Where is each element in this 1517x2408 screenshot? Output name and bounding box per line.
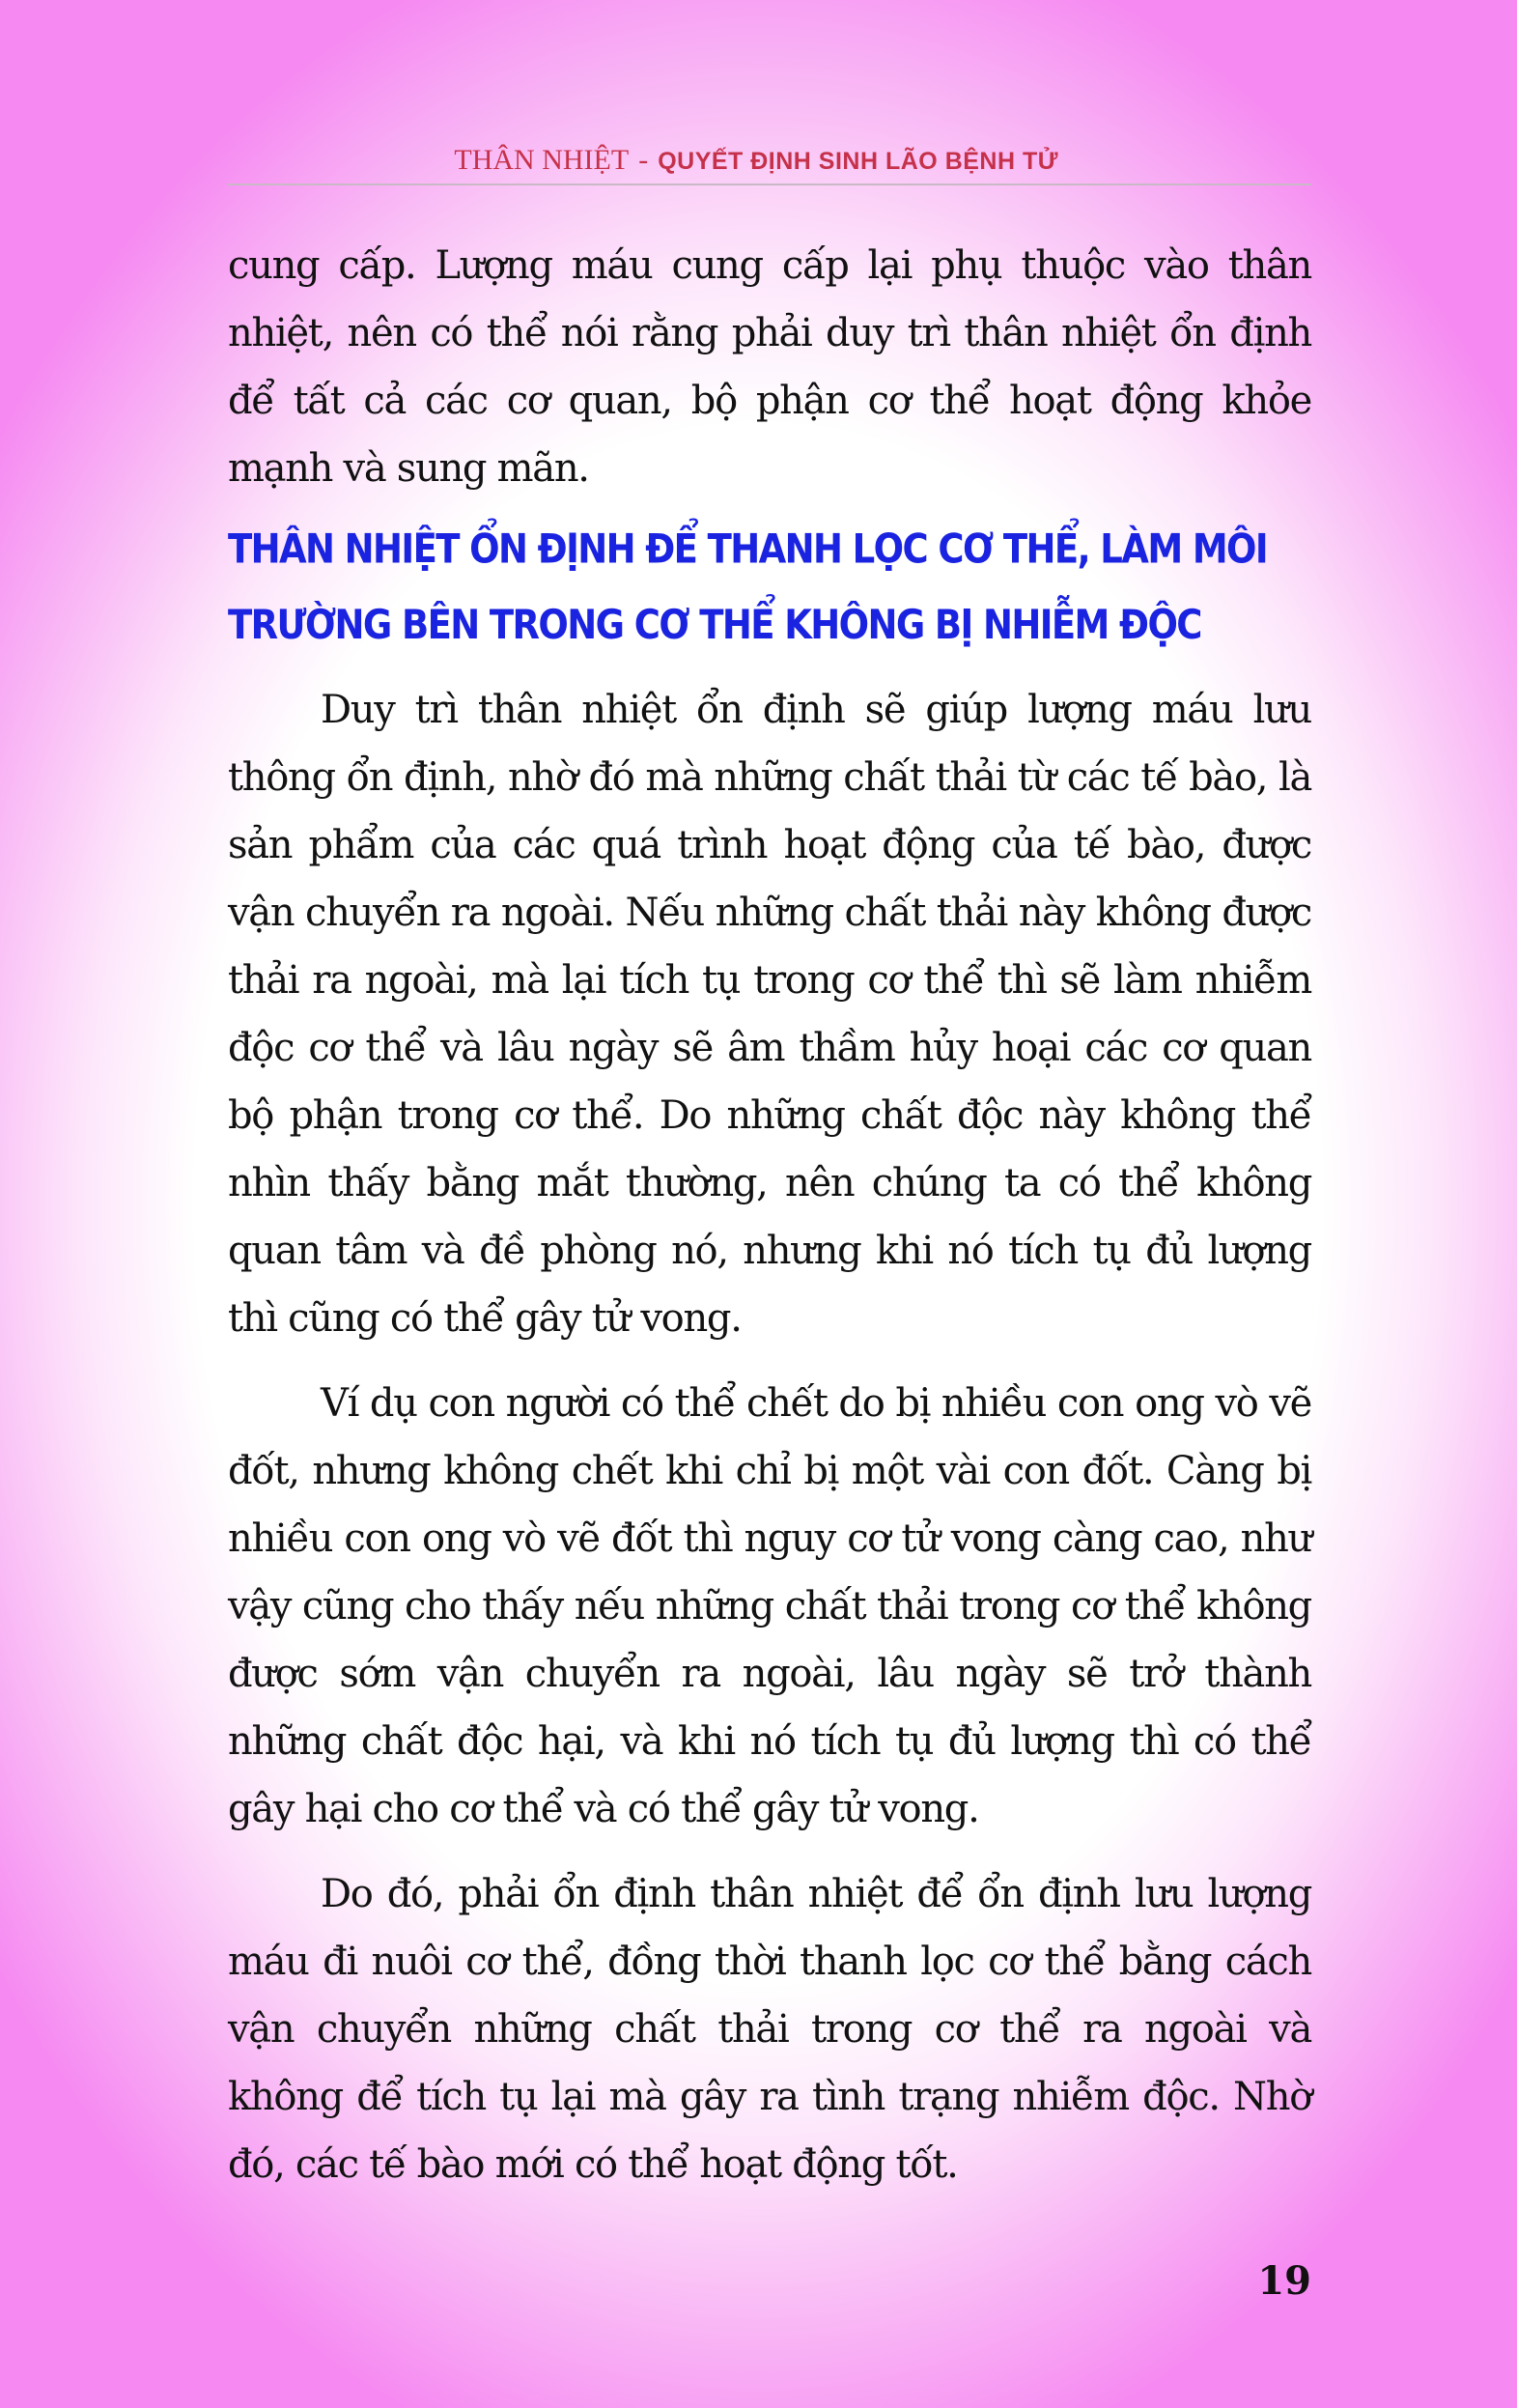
header-subtitle: QUYẾT ĐỊNH SINH LÃO BỆNH TỬ (658, 148, 1058, 175)
header-separator: - (638, 144, 649, 176)
page-body (228, 232, 1311, 2198)
paragraph: Do đó, phải ổn định thân nhiệt để ổn định lưu lượng máu đi nuôi cơ thể, đồng thời thanh lọc cơ thể bằng cách vận chuyển những chất thải trong cơ thể ra ngoài và không để tích tụ lại mà gây ra tình trạng nhiễm độc. Nhờ đó, các tế bào mới có thể hoạt động tốt. (228, 1872, 1311, 2187)
book-page (228, 135, 1311, 2198)
section-heading: THÂN NHIỆT ỔN ĐỊNH ĐỂ THANH LỌC CƠ THỂ, LÀM MÔI TRƯỜNG BÊN TRONG CƠ THỂ KHÔNG BỊ NHIỄM ĐỘC (228, 525, 1268, 649)
page-number: 19 (1257, 2258, 1311, 2304)
running-header (228, 135, 1311, 185)
header-title: THÂN NHIỆT (454, 144, 630, 176)
paragraph-continued: cung cấp. Lượng máu cung cấp lại phụ thuộc vào thân nhiệt, nên có thể nói rằng phải duy trì thân nhiệt ổn định để tất cả các cơ quan, bộ phận cơ thể hoạt động khỏe mạnh và sung mãn. (228, 243, 1311, 491)
paragraph: Ví dụ con người có thể chết do bị nhiều con ong vò vẽ đốt, nhưng không chết khi chỉ bị một vài con đốt. Càng bị nhiều con ong vò vẽ đốt thì nguy cơ tử vong càng cao, như vậy cũng cho thấy nếu những chất thải trong cơ thể không được sớm vận chuyển ra ngoài, lâu ngày sẽ trở thành những chất độc hại, và khi nó tích tụ đủ lượng thì có thể gây hại cho cơ thể và có thể gây tử vong. (228, 1381, 1311, 1831)
paragraph: Duy trì thân nhiệt ổn định sẽ giúp lượng máu lưu thông ổn định, nhờ đó mà những chất thải từ các tế bào, là sản phẩm của các quá trình hoạt động của tế bào, được vận chuyển ra ngoài. Nếu những chất thải này không được thải ra ngoài, mà lại tích tụ trong cơ thể thì sẽ làm nhiễm độc cơ thể và lâu ngày sẽ âm thầm hủy hoại các cơ quan bộ phận trong cơ thể. Do những chất độc này không thể nhìn thấy bằng mắt thường, nên chúng ta có thể không quan tâm và đề phòng nó, nhưng khi nó tích tụ đủ lượng thì cũng có thể gây tử vong. (228, 688, 1311, 1341)
